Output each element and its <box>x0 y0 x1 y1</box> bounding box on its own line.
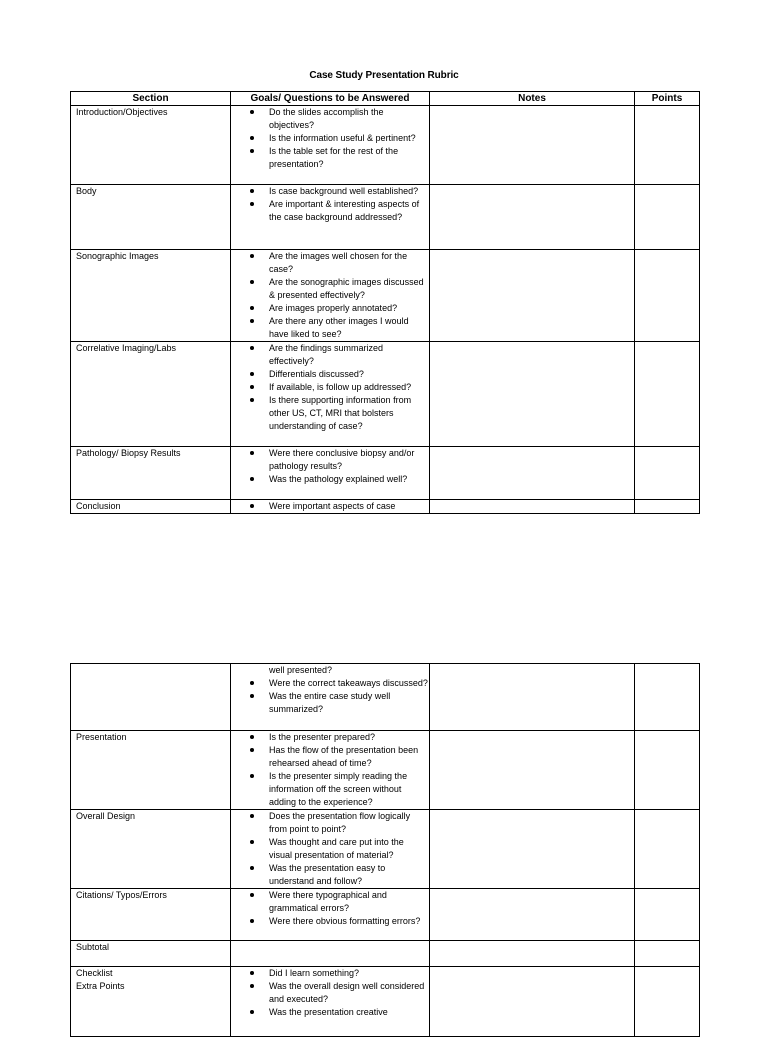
goals-cell <box>231 185 430 250</box>
goal-item: Differentials discussed? <box>231 368 429 381</box>
notes-cell[interactable] <box>430 342 635 447</box>
goal-item: Were there obvious formatting errors? <box>231 915 429 928</box>
section-label: Conclusion <box>76 501 121 511</box>
goal-item: Was the entire case study well summarized? <box>231 690 429 716</box>
goals-cell <box>231 447 430 500</box>
goal-item: Is the presenter prepared? <box>231 731 429 744</box>
goals-cell <box>231 941 430 967</box>
points-cell[interactable] <box>635 185 700 250</box>
notes-cell[interactable] <box>430 250 635 342</box>
points-cell[interactable] <box>635 967 700 1037</box>
section-label: Introduction/Objectives <box>76 107 168 117</box>
points-cell[interactable] <box>635 500 700 514</box>
goal-item: Is there supporting information from other US, CT, MRI that bolsters understanding of case? <box>231 394 429 433</box>
goals-cell <box>231 500 430 514</box>
header-goals: Goals/ Questions to be Answered <box>231 92 430 106</box>
goals-list <box>231 731 429 809</box>
section-cell <box>71 500 231 514</box>
rubric-table-page-1 <box>70 91 700 514</box>
goal-item: Is the table set for the rest of the presentation? <box>231 145 429 171</box>
section-cell <box>71 889 231 941</box>
notes-cell[interactable] <box>430 500 635 514</box>
section-label: Citations/ Typos/Errors <box>76 890 167 900</box>
goal-continuation: well presented? <box>269 665 333 675</box>
goals-cell <box>231 967 430 1037</box>
points-cell[interactable] <box>635 664 700 731</box>
section-label: Body <box>76 186 97 196</box>
section-cell <box>71 731 231 810</box>
section-cell <box>71 250 231 342</box>
section-label: Pathology/ Biopsy Results <box>76 448 181 458</box>
section-label: Overall Design <box>76 811 136 821</box>
goals-list <box>231 967 429 1019</box>
goal-item: Were there typographical and grammatical errors? <box>231 889 429 915</box>
goals-cell <box>231 250 430 342</box>
points-cell[interactable] <box>635 731 700 810</box>
notes-cell[interactable] <box>430 731 635 810</box>
section-label: Subtotal <box>76 942 110 952</box>
goal-item: Was the overall design well considered and executed? <box>231 980 429 1006</box>
goal-item: Was the pathology explained well? <box>231 473 429 486</box>
goals-list <box>231 810 429 888</box>
goal-item: Are there any other images I would have liked to see? <box>231 315 429 341</box>
table-row <box>71 967 700 1037</box>
goal-item: Is case background well established? <box>231 185 429 198</box>
table-row <box>71 731 700 810</box>
goal-item: Were the correct takeaways discussed? <box>231 677 429 690</box>
goals-list <box>231 664 429 716</box>
notes-cell[interactable] <box>430 941 635 967</box>
section-cell <box>71 447 231 500</box>
goal-item: Are the sonographic images discussed & presented effectively? <box>231 276 429 302</box>
section-cell <box>71 664 231 731</box>
goal-item: Were important aspects of case <box>231 500 429 513</box>
notes-cell[interactable] <box>430 447 635 500</box>
goal-item: Was the presentation easy to understand and follow? <box>231 862 429 888</box>
section-cell <box>71 106 231 185</box>
goal-item: Are the findings summarized effectively? <box>231 342 429 368</box>
goal-item: Was thought and care put into the visual presentation of material? <box>231 836 429 862</box>
goal-item: If available, is follow up addressed? <box>231 381 429 394</box>
goal-item: Has the flow of the presentation been rehearsed ahead of time? <box>231 744 429 770</box>
goals-list <box>231 889 429 928</box>
goal-item: Does the presentation flow logically from point to point? <box>231 810 429 836</box>
goal-item: Was the presentation creative <box>231 1006 429 1019</box>
table-row <box>71 664 700 731</box>
table-row <box>71 941 700 967</box>
section-cell <box>71 185 231 250</box>
points-cell[interactable] <box>635 342 700 447</box>
goals-cell <box>231 106 430 185</box>
goals-list <box>231 185 429 224</box>
goals-cell <box>231 810 430 889</box>
table-row <box>71 185 700 250</box>
notes-cell[interactable] <box>430 106 635 185</box>
goal-item: Are the images well chosen for the case? <box>231 250 429 276</box>
notes-cell[interactable] <box>430 889 635 941</box>
points-cell[interactable] <box>635 250 700 342</box>
notes-cell[interactable] <box>430 810 635 889</box>
goals-list <box>231 342 429 433</box>
goals-cell <box>231 889 430 941</box>
goals-list <box>231 500 429 513</box>
section-label: Sonographic Images <box>76 251 159 261</box>
section-label: Correlative Imaging/Labs <box>76 343 177 353</box>
header-notes: Notes <box>430 92 635 106</box>
goals-list <box>231 106 429 171</box>
header-points: Points <box>635 92 700 106</box>
table-row <box>71 810 700 889</box>
notes-cell[interactable] <box>430 967 635 1037</box>
document-title: Case Study Presentation Rubric <box>309 70 459 81</box>
goal-item: Do the slides accomplish the objectives? <box>231 106 429 132</box>
section-label: Checklist <box>76 968 113 978</box>
points-cell[interactable] <box>635 810 700 889</box>
points-cell[interactable] <box>635 941 700 967</box>
section-cell <box>71 967 231 1037</box>
header-section: Section <box>71 92 231 106</box>
points-cell[interactable] <box>635 447 700 500</box>
goal-item: Are important & interesting aspects of the case background addressed? <box>231 198 429 224</box>
goals-list <box>231 447 429 486</box>
table-row <box>71 106 700 185</box>
rubric-table-page-2 <box>70 663 700 1037</box>
table-row <box>71 342 700 447</box>
header-row <box>71 92 700 106</box>
section-label: Extra Points <box>76 981 125 991</box>
table-row <box>71 500 700 514</box>
section-cell <box>71 810 231 889</box>
points-cell[interactable] <box>635 106 700 185</box>
section-cell <box>71 941 231 967</box>
goals-cell <box>231 342 430 447</box>
goals-cell <box>231 664 430 731</box>
goal-item: Is the information useful & pertinent? <box>231 132 429 145</box>
goal-item: Is the presenter simply reading the information off the screen without adding to the experience? <box>231 770 429 809</box>
notes-cell[interactable] <box>430 185 635 250</box>
goal-item: Were there conclusive biopsy and/or pathology results? <box>231 447 429 473</box>
table-row <box>71 889 700 941</box>
goal-item: Did I learn something? <box>231 967 429 980</box>
table-row <box>71 250 700 342</box>
table-row <box>71 447 700 500</box>
section-cell <box>71 342 231 447</box>
goals-list <box>231 250 429 341</box>
goals-cell <box>231 731 430 810</box>
notes-cell[interactable] <box>430 664 635 731</box>
goal-item: Are images properly annotated? <box>231 302 429 315</box>
points-cell[interactable] <box>635 889 700 941</box>
section-label: Presentation <box>76 732 127 742</box>
